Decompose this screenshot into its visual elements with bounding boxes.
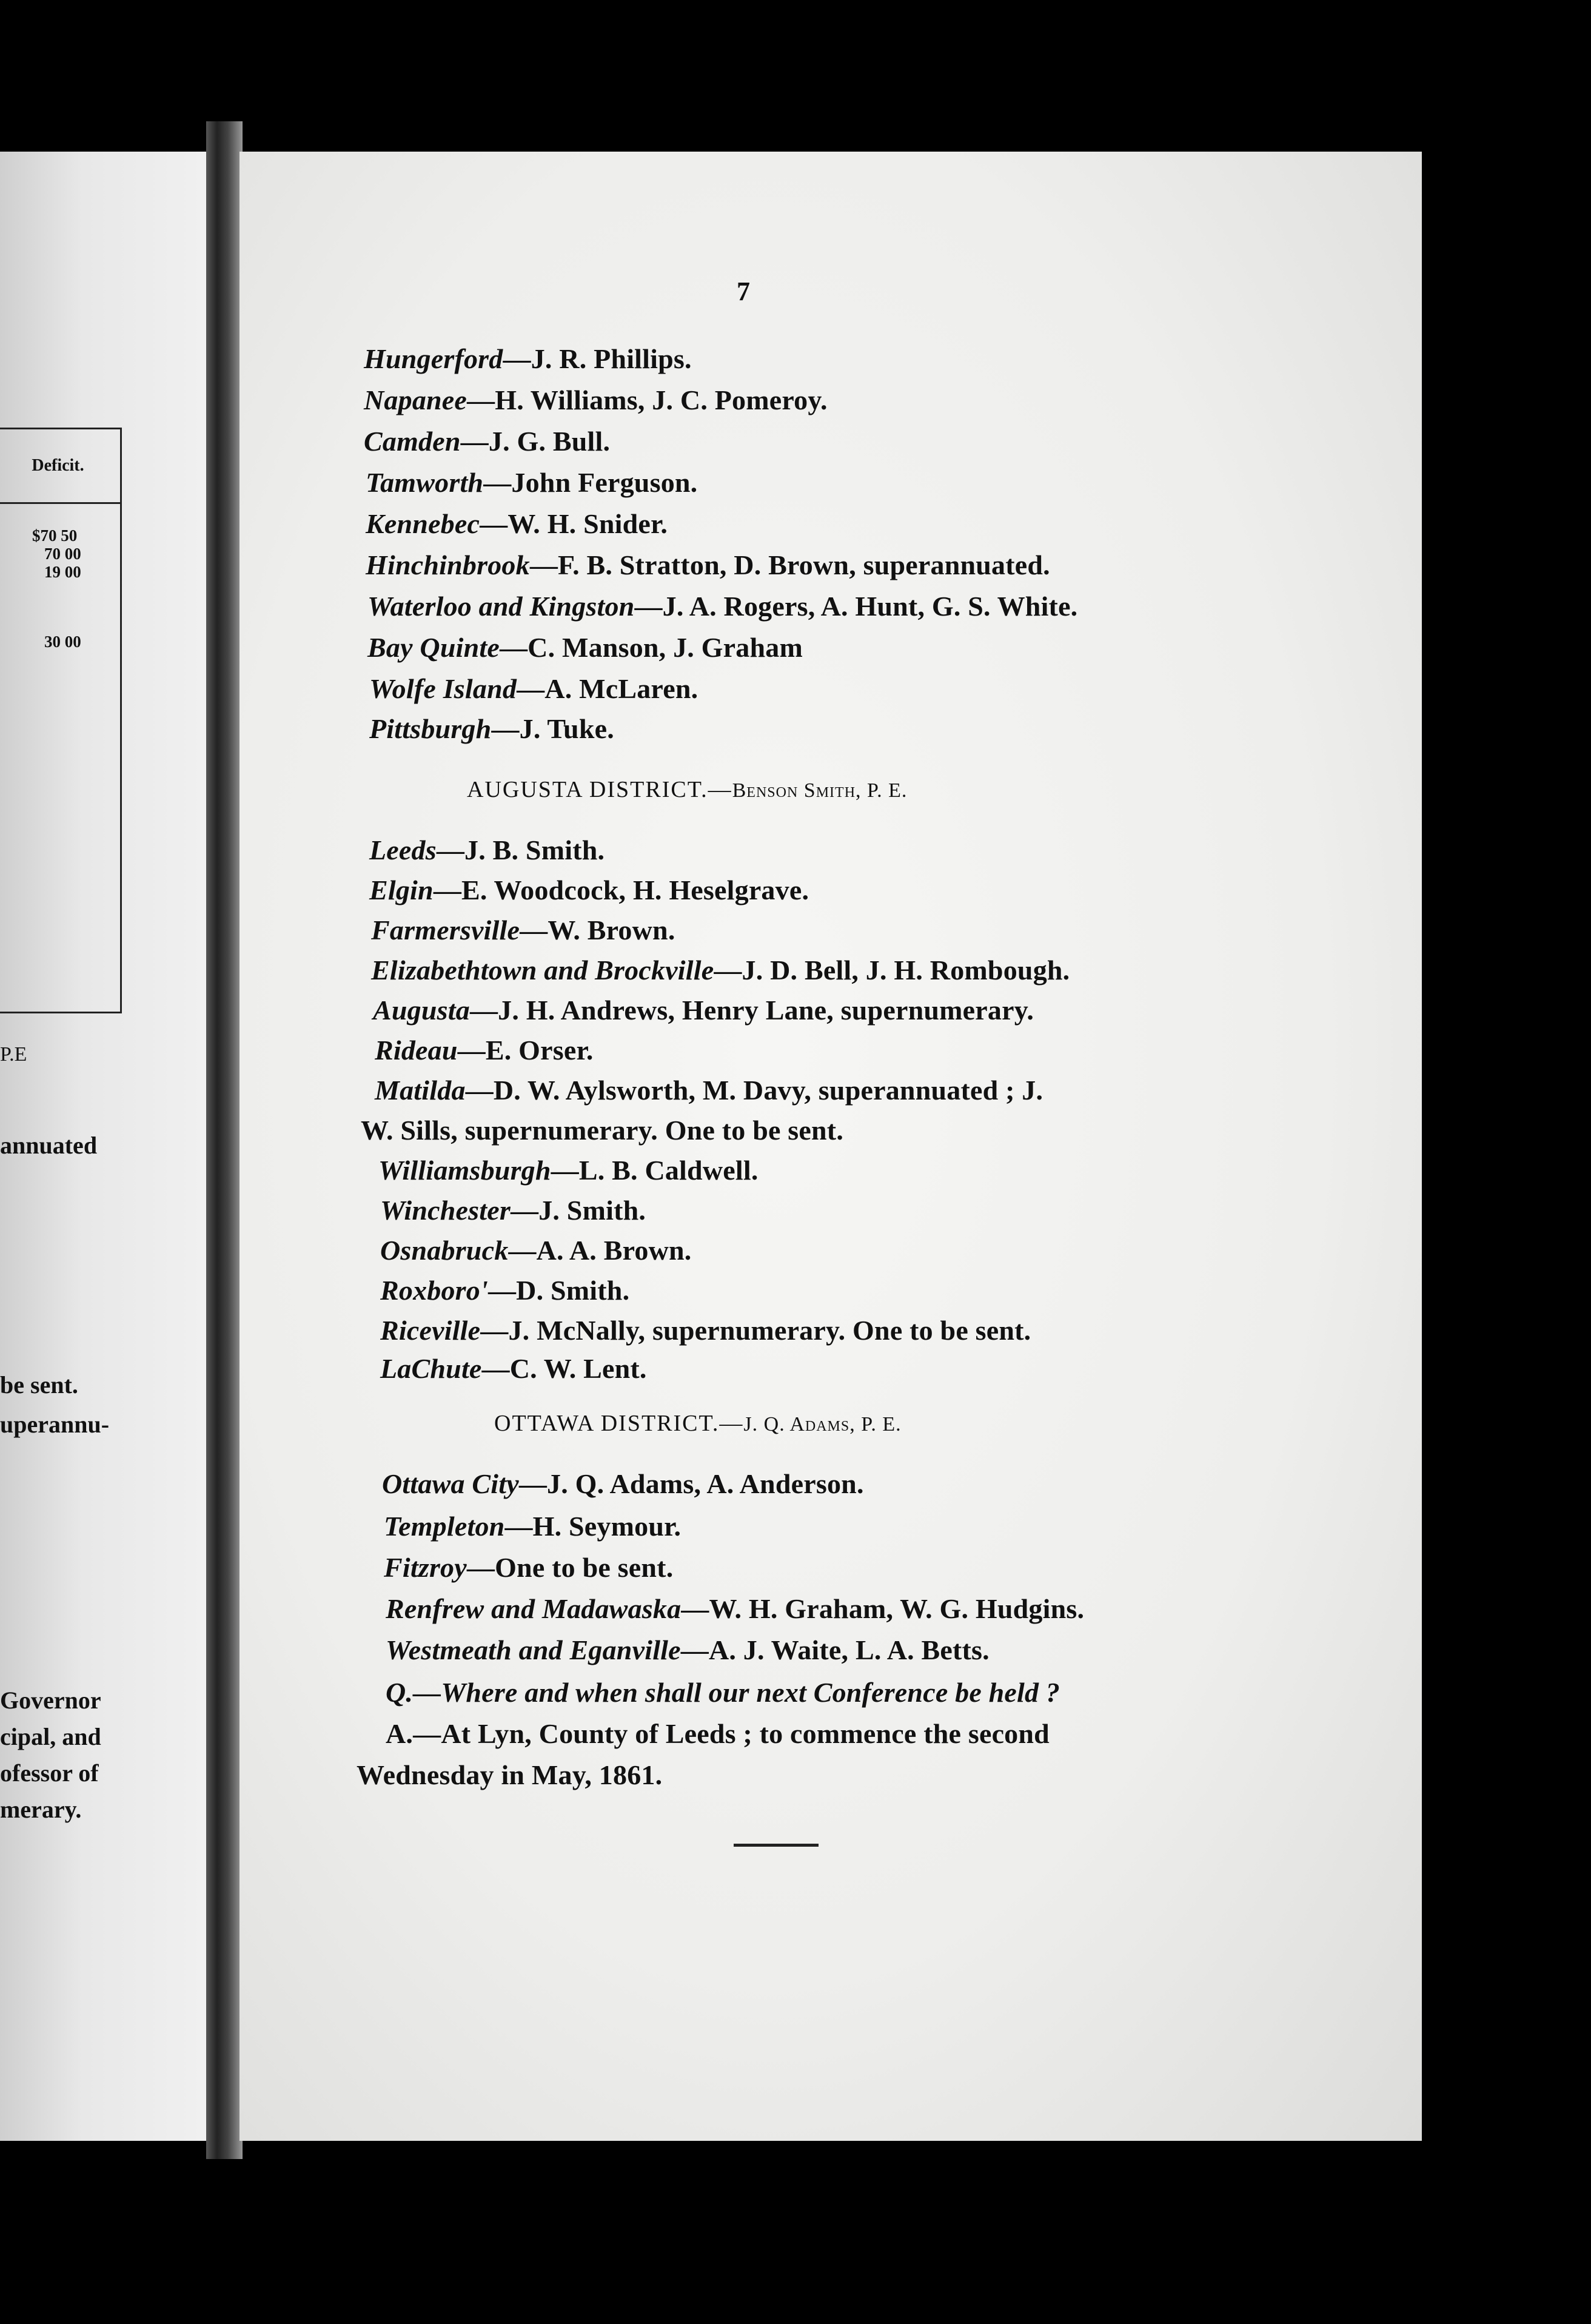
- appointment-line: Renfrew and Madawaska—W. H. Graham, W. G. Hudgins.: [386, 1593, 1085, 1624]
- appointment-line: Matilda—D. W. Aylsworth, M. Davy, superannuated ; J.: [375, 1075, 1043, 1106]
- appointment-line: Tamworth—John Ferguson.: [366, 467, 698, 498]
- appointment-line: Westmeath and Eganville—A. J. Waite, L. A. Betts.: [386, 1634, 990, 1665]
- appointment-line: Pittsburgh—J. Tuke.: [369, 713, 614, 744]
- deficit-table: [0, 428, 122, 1013]
- appointment-line: Hungerford—J. R. Phillips.: [364, 343, 692, 374]
- appointment-line: Hinchinbrook—F. B. Stratton, D. Brown, superannuated.: [366, 549, 1050, 580]
- appointment-line: Elgin—E. Woodcock, H. Heselgrave.: [369, 875, 809, 905]
- fragment-text: Governor: [0, 1687, 101, 1714]
- fragment-text: merary.: [0, 1796, 82, 1823]
- appointment-line: Riceville—J. McNally, supernumerary. One to be sent.: [380, 1315, 1031, 1346]
- appointment-line: Bay Quinte—C. Manson, J. Graham: [367, 632, 803, 663]
- fragment-text: be sent.: [0, 1371, 78, 1399]
- appointment-continuation: W. Sills, supernumerary. One to be sent.: [361, 1115, 844, 1146]
- conference-answer: Wednesday in May, 1861.: [357, 1759, 663, 1790]
- appointment-line: Waterloo and Kingston—J. A. Rogers, A. Hunt, G. S. White.: [367, 591, 1078, 622]
- fragment-text: cipal, and: [0, 1723, 101, 1750]
- appointment-line: Templeton—H. Seymour.: [384, 1511, 682, 1542]
- appointment-line: Rideau—E. Orser.: [375, 1035, 594, 1066]
- appointment-line: Kennebec—W. H. Snider.: [366, 508, 668, 539]
- appointment-line: Ottawa City—J. Q. Adams, A. Anderson.: [382, 1468, 864, 1499]
- deficit-value: 70 00: [44, 545, 81, 563]
- deficit-value: $70 50: [32, 526, 78, 545]
- appointment-line: LaChute—C. W. Lent.: [380, 1353, 647, 1384]
- fragment-text: annuated: [0, 1132, 98, 1159]
- deficit-value: 30 00: [44, 633, 81, 651]
- fragment-text: ofessor of: [0, 1759, 99, 1787]
- appointment-line: Williamsburgh—L. B. Caldwell.: [378, 1155, 759, 1186]
- deficit-header: Deficit.: [0, 429, 120, 504]
- appointment-line: Wolfe Island—A. McLaren.: [369, 673, 698, 704]
- book-gutter: [206, 121, 243, 2159]
- appointment-line: Camden—J. G. Bull.: [364, 426, 611, 457]
- fragment-text: uperannu-: [0, 1411, 110, 1438]
- appointment-line: Osnabruck—A. A. Brown.: [380, 1235, 692, 1266]
- appointment-line: Elizabethtown and Brockville—J. D. Bell, J. H. Rombough.: [371, 955, 1070, 986]
- conference-question: Q.—Where and when shall our next Conference be held ?: [386, 1677, 1060, 1708]
- appointment-line: Fitzroy—One to be sent.: [384, 1552, 674, 1583]
- deficit-value: 19 00: [44, 563, 81, 581]
- closing-rule: [734, 1844, 819, 1847]
- appointment-line: Leeds—J. B. Smith.: [369, 835, 605, 865]
- previous-page-fragment: [0, 152, 206, 2141]
- appointment-line: Winchester—J. Smith.: [380, 1195, 646, 1226]
- appointment-line: Augusta—J. H. Andrews, Henry Lane, supernumerary.: [373, 995, 1034, 1026]
- fragment-text: P.E: [0, 1043, 27, 1066]
- conference-answer: A.—At Lyn, County of Leeds ; to commence the second: [386, 1718, 1050, 1749]
- appointment-line: Roxboro'—D. Smith.: [380, 1275, 630, 1306]
- district-heading: AUGUSTA DISTRICT.—Benson Smith, P. E.: [467, 777, 908, 802]
- appointment-line: Napanee—H. Williams, J. C. Pomeroy.: [364, 385, 828, 415]
- page-number: 7: [737, 277, 750, 306]
- appointment-line: Farmersville—W. Brown.: [371, 915, 675, 945]
- district-heading: OTTAWA DISTRICT.—J. Q. Adams, P. E.: [494, 1411, 902, 1436]
